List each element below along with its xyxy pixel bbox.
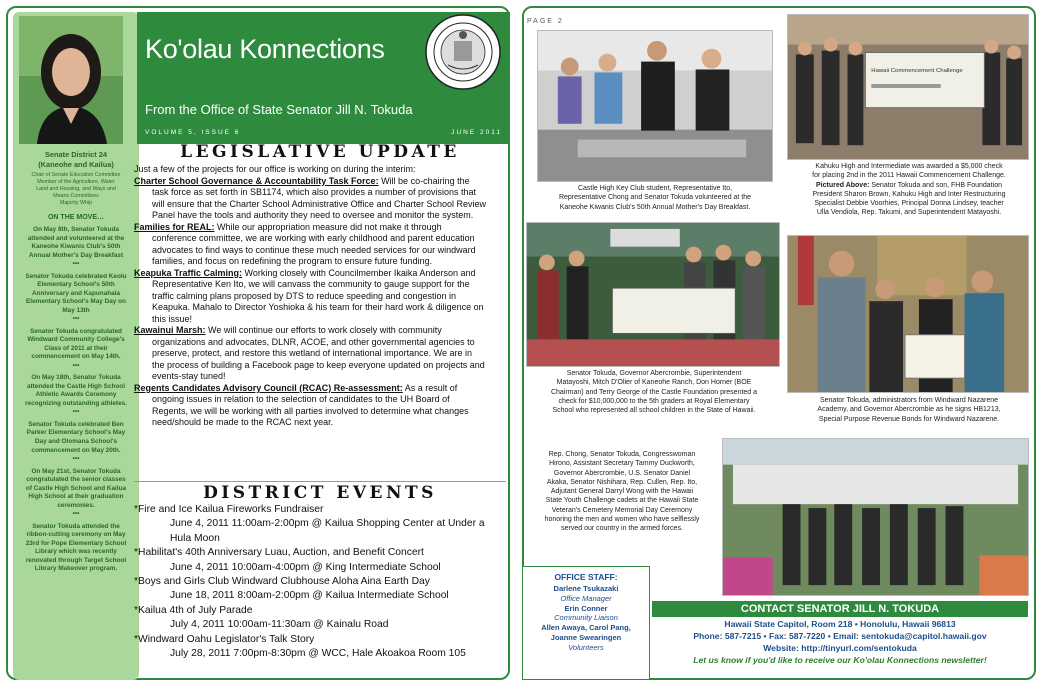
event-title: *Boys and Girls Club Windward Clubhouse Aloha Aina Earth Day bbox=[134, 576, 430, 588]
senator-portrait-photo bbox=[19, 16, 123, 144]
state-seal-icon bbox=[424, 13, 502, 91]
caption-line: Rep. Chong, Senator Tokuda, Congresswoman bbox=[548, 451, 696, 458]
photo-bill-signing bbox=[787, 235, 1029, 393]
sidebar bbox=[13, 12, 139, 680]
legislative-item-line: task force as set forth in SB1174, which also provides a number of provisions that bbox=[152, 187, 476, 198]
on-the-move-line: attended and volunteered at the bbox=[27, 234, 125, 242]
on-the-move-line: commencement on May 14th. bbox=[31, 353, 121, 361]
on-the-move-line: Annual Mother's Day Breakfast bbox=[28, 251, 124, 259]
district-events-list bbox=[134, 503, 506, 661]
section-divider bbox=[134, 481, 506, 482]
on-the-move-line: Athletic Awards Ceremony bbox=[35, 391, 117, 399]
on-the-move-line: renovated through Target School bbox=[25, 556, 127, 564]
caption-memorial-day bbox=[527, 450, 717, 534]
legislative-update-heading: LEGISLATIVE UPDATE bbox=[180, 142, 460, 162]
on-the-move-item bbox=[13, 374, 139, 417]
legislative-item-title: Regents Candidates Advisory Council (RCAC) Re-assessment: bbox=[134, 382, 403, 393]
photo-key-club-breakfast bbox=[537, 30, 773, 182]
photo-memorial-day-cadets bbox=[722, 438, 1029, 596]
office-staff-box bbox=[522, 566, 650, 680]
legislative-item-line: Will be co-chairing the bbox=[378, 175, 470, 186]
staff-role: Office Manager bbox=[560, 593, 612, 603]
on-the-move-line: Windward Community College's bbox=[27, 336, 125, 344]
on-the-move-line: High School at their graduation bbox=[28, 493, 124, 501]
committee-line: Majority Whip bbox=[59, 199, 93, 206]
issue-date: JUNE 2011 bbox=[451, 129, 502, 136]
legislative-item-line: Working closely with Councilmember Ikaika Anderson and bbox=[242, 267, 476, 278]
legislative-item-line: preserve, protect, and restore this wetland of international importance. We are in bbox=[152, 348, 473, 359]
legislative-item-line: Keapuka. Mahalo to Director Yoshioka & his team for their hard work & diligence on bbox=[152, 302, 484, 313]
legislative-item-line: advocates to find ways to continue these much needed services for our windward bbox=[152, 244, 476, 255]
on-the-move-line: Elementary School's 50th bbox=[37, 281, 115, 289]
photo-kahuku-check bbox=[787, 14, 1029, 160]
on-the-move-line: On May 8th, Senator Tokuda bbox=[33, 226, 119, 234]
staff-name: Erin Conner bbox=[564, 603, 608, 613]
legislative-item-line: We will continue our efforts to work closely with community bbox=[205, 325, 442, 336]
on-the-move-line: Senator Tokuda celebrated Keolu bbox=[25, 272, 127, 280]
newsletter-signup-cta: Let us know if you'd like to receive our Ko'olau Konnections newsletter! bbox=[693, 654, 987, 665]
legislative-item bbox=[134, 325, 506, 337]
caption-line: Kaneohe Kiwanis Club's 50th Annual Mother's Day Breakfast. bbox=[559, 203, 751, 211]
caption-line: honoring the men and women who have selflessly bbox=[544, 516, 700, 524]
caption-royal-elementary bbox=[526, 369, 782, 415]
legislative-item-title: Charter School Governance & Accountability Task Force: bbox=[134, 175, 379, 186]
legislative-item bbox=[134, 176, 506, 188]
caption-line: served our country in the armed forces. bbox=[561, 525, 683, 533]
event-detail: June 4, 2011 10:00am-4:00pm @ King Intermediate School bbox=[170, 561, 441, 573]
separator-dots: ••• bbox=[72, 455, 80, 463]
on-the-move-line: Day and Olomana School's bbox=[34, 438, 118, 445]
caption-line: Academy, and Governor Abercrombie as he signs HB1213, bbox=[817, 406, 1001, 414]
on-the-move-line: commencement on May 20th. bbox=[31, 446, 121, 454]
caption-line: Special Purpose Revenue Bonds for Windward Nazarene. bbox=[818, 415, 1000, 423]
caption-line: State Youth Challenge cadets at the Hawaii State bbox=[545, 497, 699, 505]
caption-line: Chairman) and Terry George of the Castle Foundation presented a bbox=[550, 388, 758, 396]
committee-line: Chair of Senate Education Committee bbox=[31, 171, 121, 178]
caption-line: Representative Chong and Senator Tokuda volunteered at the bbox=[558, 194, 752, 202]
caption-kahuku bbox=[787, 162, 1031, 218]
on-the-move-item bbox=[13, 273, 139, 324]
on-the-move-line: Senator Tokuda celebrated Ben bbox=[28, 420, 124, 428]
event-detail: July 28, 2011 7:00pm-8:30pm @ WCC, Hale Akoakoa Room 105 bbox=[170, 648, 466, 660]
caption-key-club bbox=[533, 184, 777, 212]
caption-line: School who represented all school children in the State of Hawaii. bbox=[552, 407, 756, 415]
caption-line: Specialist Debbie Voorhies, Principal Donna Lindsey, teacher bbox=[814, 200, 1004, 208]
contact-address: Hawaii State Capitol, Room 218 • Honolulu, Hawaii 96813 bbox=[724, 619, 956, 629]
newsletter-title: Ko'olau Konnections bbox=[145, 34, 385, 64]
event-title: *Windward Oahu Legislator's Talk Story bbox=[134, 633, 315, 645]
caption-line: Senator Tokuda, Governor Abercrombie, Superintendent bbox=[566, 370, 742, 377]
staff-role: Community Liaison bbox=[554, 613, 618, 623]
on-the-move-item bbox=[13, 421, 139, 464]
caption-line: Senator Tokuda, administrators from Windward Nazarene bbox=[819, 397, 999, 404]
on-the-move-line: Library Makeover program. bbox=[34, 565, 118, 573]
legislative-item-line: will ensure that the Charter School Administrative Office and Charter School Review bbox=[152, 198, 486, 209]
legislative-update-body bbox=[134, 164, 506, 429]
on-the-move-line: Elementary School's May Day on bbox=[26, 298, 126, 306]
caption-bill-signing bbox=[787, 396, 1031, 424]
legislative-item-title: Kawainui Marsh: bbox=[134, 325, 206, 336]
legislative-item-line: the process of building a Facebook page to keep everyone updated on projects and bbox=[152, 359, 485, 370]
event-detail: June 4, 2011 11:00am-2:00pm @ Kailua Shopping Center at Under a bbox=[170, 518, 485, 530]
legislative-item-line: events-stay tuned! bbox=[152, 371, 226, 382]
legislative-item-line: While our appropriation measure did not make it through bbox=[214, 221, 442, 232]
volume-issue: VOLUME 5, ISSUE 6 bbox=[145, 129, 241, 136]
on-the-move-item bbox=[13, 523, 139, 574]
legislative-item-title: Families for REAL: bbox=[134, 221, 215, 232]
on-the-move-item bbox=[13, 328, 139, 371]
legislative-item-line: Representative Ken Ito, we will canvass the community to gauge support for the bbox=[152, 279, 470, 290]
separator-dots: ••• bbox=[72, 260, 80, 268]
separator-dots: ••• bbox=[72, 510, 80, 518]
caption-line: check for $10,000,000 to the 5th graders at Royal Elementary bbox=[558, 397, 750, 405]
on-the-move-item bbox=[13, 468, 139, 519]
on-the-move-line: Library which was recently bbox=[35, 548, 117, 556]
committee-line: Land and Housing, and Ways and bbox=[36, 185, 116, 192]
separator-dots: ••• bbox=[72, 315, 80, 323]
office-staff-title: OFFICE STAFF: bbox=[554, 572, 618, 582]
legislative-item bbox=[134, 222, 506, 234]
separator-dots: ••• bbox=[72, 361, 80, 369]
caption-line: for placing 2nd in the 2011 Hawaii Commencement Challenge. bbox=[812, 172, 1006, 180]
staff-name: Joanne Swearingen bbox=[550, 632, 622, 642]
legislative-item-line: ongoing issues in relation to the selection of candidates to the UH Board of bbox=[152, 394, 450, 405]
caption-line: Veteran's Cemetery Memorial Day Ceremony bbox=[551, 506, 693, 514]
caption-line: Adjutant General Darryl Wong with the Hawaii bbox=[550, 488, 694, 496]
event-detail: Hula Moon bbox=[170, 532, 220, 544]
caption-line: Akaka, Senator Nishihara, Rep. Cullen, Rep. Ito, bbox=[546, 478, 698, 486]
legislative-intro: Just a few of the projects for our office is working on during the interim: bbox=[134, 164, 416, 174]
newsletter-subtitle: From the Office of State Senator Jill N. Tokuda bbox=[145, 102, 413, 117]
caption-line: Kahuku High and Intermediate was awarded a $5,000 check bbox=[815, 163, 1003, 170]
legislative-item-line: Regents, we will be working with all parties involved to determine what changes bbox=[152, 405, 469, 416]
legislative-item-title: Keapuka Traffic Calming: bbox=[134, 267, 243, 278]
legislative-item-line: this issue! bbox=[152, 313, 193, 324]
on-the-move-line: congratulated the senior classes bbox=[26, 476, 126, 484]
on-the-move-line: Kaneohe Kiwanis Club's 50th bbox=[31, 243, 121, 251]
on-the-move-list bbox=[13, 226, 139, 574]
masthead bbox=[137, 12, 510, 144]
event-title: *Fire and Ice Kailua Fireworks Fundraiser bbox=[134, 504, 324, 515]
staff-role: Volunteers bbox=[568, 642, 604, 652]
legislative-item-line: As a result of bbox=[402, 382, 458, 393]
contact-banner: CONTACT SENATOR JILL N. TOKUDA bbox=[652, 601, 1028, 617]
legislative-item bbox=[134, 268, 506, 280]
contact-details bbox=[652, 619, 1028, 666]
caption-bold-label: Pictured Above: bbox=[816, 181, 870, 189]
on-the-move-line: Senator Tokuda congratulated bbox=[30, 327, 122, 335]
contact-website-link[interactable]: Website: http://tinyurl.com/sentokuda bbox=[763, 642, 917, 653]
legislative-item-line: traffic calming plans proposed by DTS to reduce speeding and congestion in bbox=[152, 290, 457, 301]
district-subtitle: (Kaneohe and Kailua) bbox=[38, 159, 114, 169]
on-the-move-line: Parker Elementary School's May bbox=[26, 429, 126, 437]
on-the-move-line: of Castle High School and Kailua bbox=[25, 484, 127, 492]
on-the-move-line: ribbon-cutting ceremony on May bbox=[26, 531, 126, 539]
district-title: Senate District 24 bbox=[44, 150, 108, 159]
on-the-move-line: On May 21st, Senator Tokuda bbox=[31, 467, 121, 475]
on-the-move-line: recognizing outstanding athletes. bbox=[25, 399, 127, 407]
legislative-item bbox=[134, 383, 506, 395]
committee-line: Member of the Agriculture, Water bbox=[37, 178, 115, 185]
photo-royal-elementary-check bbox=[526, 222, 780, 367]
contact-phone-email[interactable]: Phone: 587-7215 • Fax: 587-7220 • Email: sentokuda@capitol.hawaii.gov bbox=[693, 630, 987, 641]
on-the-move-item bbox=[13, 226, 139, 269]
legislative-item-line: conference committee, we are working with early childhood and parent education bbox=[152, 233, 475, 244]
event-detail: June 18, 2011 8:00am-2:00pm @ Kailua Intermediate School bbox=[170, 590, 449, 602]
caption-line: Governor Abercrombie, U.S. Senator Daniel bbox=[553, 469, 691, 477]
caption-line: Senator Tokuda and son, FHB Foundation bbox=[869, 181, 1002, 189]
caption-line: Castle High Key Club student, Representative Ito, bbox=[577, 185, 733, 192]
on-the-move-line: Anniversary and Kapunahala bbox=[31, 289, 121, 297]
event-detail: July 4, 2011 10:00am-11:30am @ Kainalu Road bbox=[170, 619, 389, 631]
caption-line: Matayoshi, Mitch D'Olier of Kaneohe Ranch, Don Horner (BOE bbox=[556, 379, 752, 387]
on-the-move-line: attended the Castle High School bbox=[26, 382, 125, 390]
on-the-move-line: 23rd for Pope Elementary School bbox=[25, 539, 127, 547]
check-text: Hawaii Commencement Challenge bbox=[871, 68, 963, 75]
separator-dots: ••• bbox=[72, 408, 80, 416]
on-the-move-line: May 13th bbox=[62, 306, 90, 314]
caption-line: Ulla Vendiola, Rep. Takumi, and Superintendent Matayoshi. bbox=[816, 209, 1002, 217]
legislative-item-line: organizations and advocates, DLNR, ACOE, and other governmental agencies to bbox=[152, 336, 475, 347]
on-the-move-line: On May 18th, Senator Tokuda bbox=[31, 374, 121, 382]
on-the-move-line: Senator Tokuda attended the bbox=[32, 522, 120, 530]
event-title: *Kailua 4th of July Parade bbox=[134, 604, 253, 616]
event-title: *Habilitat's 40th Anniversary Luau, Auction, and Benefit Concert bbox=[134, 547, 424, 559]
staff-name: Allen Awaya, Carol Pang, bbox=[541, 623, 631, 632]
legislative-item-line: need/should be made to the RCAC next year. bbox=[152, 417, 334, 428]
on-the-move-line: ceremonies. bbox=[57, 501, 95, 509]
legislative-item-line: families, and focus on redefining the program to ensure future funding. bbox=[152, 256, 433, 267]
page-label: PAGE 2 bbox=[527, 18, 564, 25]
staff-name: Darlene Tsukazaki bbox=[553, 584, 619, 593]
on-the-move-title: ON THE MOVE… bbox=[47, 213, 104, 221]
district-events-heading: DISTRICT EVENTS bbox=[203, 483, 437, 503]
caption-line: President Sharon Brown, Kahuku High and Inter Restructuring bbox=[812, 190, 1006, 198]
committee-line: Means Committees bbox=[53, 192, 99, 199]
on-the-move-line: Class of 2011 at their bbox=[44, 344, 108, 352]
caption-line: Hirono, Assistant Secretary Tammy Duckworth, bbox=[549, 460, 695, 468]
legislative-item-line: Panel have the tools and authority they need to oversee and monitor the system. bbox=[152, 210, 474, 221]
